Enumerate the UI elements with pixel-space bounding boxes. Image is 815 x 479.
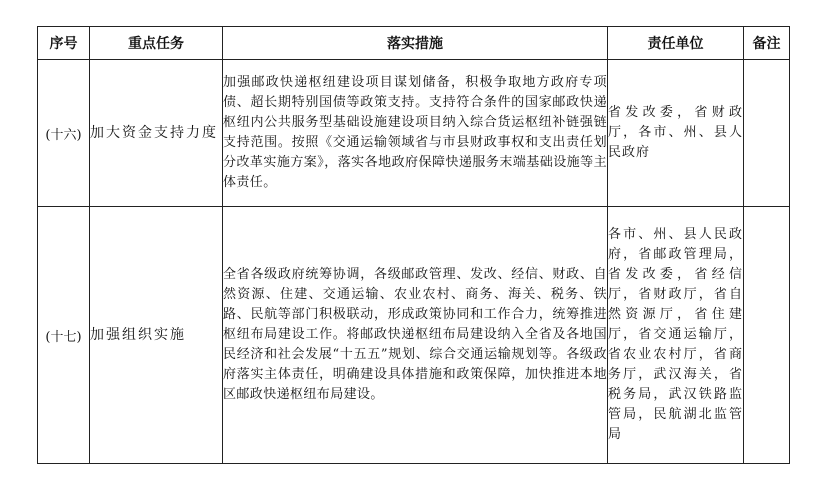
row-responsible-unit: 各市、州、县人民政府，省邮政管理局，省发改委，省经信厅，省财政厅，省自然资源厅，省住建厅，省交通运输厅，省农业农村厅，省商务厅，武汉海关，省税务局，武汉铁路监管局，民航湖北监管局 (608, 207, 744, 464)
row-measures: 加强邮政快递枢纽建设项目谋划储备，积极争取地方政府专项债、超长期特别国债等政策支持。支持符合条件的国家邮政快递枢纽内公共服务型基础设施建设项目纳入综合货运枢纽补链强链支持范围。按照《交通运输领域省与市县财政事权和支出责任划分改革实施方案》，落实各地政府保障快递服务末端基础设施等主体责任。 (223, 60, 608, 207)
row-measures: 全省各级政府统筹协调，各级邮政管理、发改、经信、财政、自然资源、住建、交通运输、农业农村、商务、海关、税务、铁路、民航等部门积极联动，形成政策协同和工作合力，统筹推进枢纽布局建设工作。将邮政快递枢纽布局建设纳入全省及各地国民经济和社会发展“十五五”规划、综合交通运输规划等。各级政府落实主体责任，明确建设具体措施和政策保障，加快推进本地区邮政快递枢纽布局建设。 (223, 207, 608, 464)
row-remarks (744, 207, 790, 464)
policy-table (37, 26, 790, 464)
row-key-task: 加大资金支持力度 (90, 60, 223, 207)
row-responsible-unit: 省发改委，省财政厅，各市、州、县人民政府 (608, 60, 744, 207)
row-remarks (744, 60, 790, 207)
row-serial-number: (十七) (38, 207, 90, 464)
row-serial-number: (十六) (38, 60, 90, 207)
table-row (38, 60, 790, 207)
row-key-task: 加强组织实施 (90, 207, 223, 464)
header-remarks: 备注 (744, 27, 790, 60)
header-key-task: 重点任务 (90, 27, 223, 60)
table-header-row (38, 27, 790, 60)
header-serial-number: 序号 (38, 27, 90, 60)
table-row (38, 207, 790, 464)
header-responsible-unit: 责任单位 (608, 27, 744, 60)
header-measures: 落实措施 (223, 27, 608, 60)
